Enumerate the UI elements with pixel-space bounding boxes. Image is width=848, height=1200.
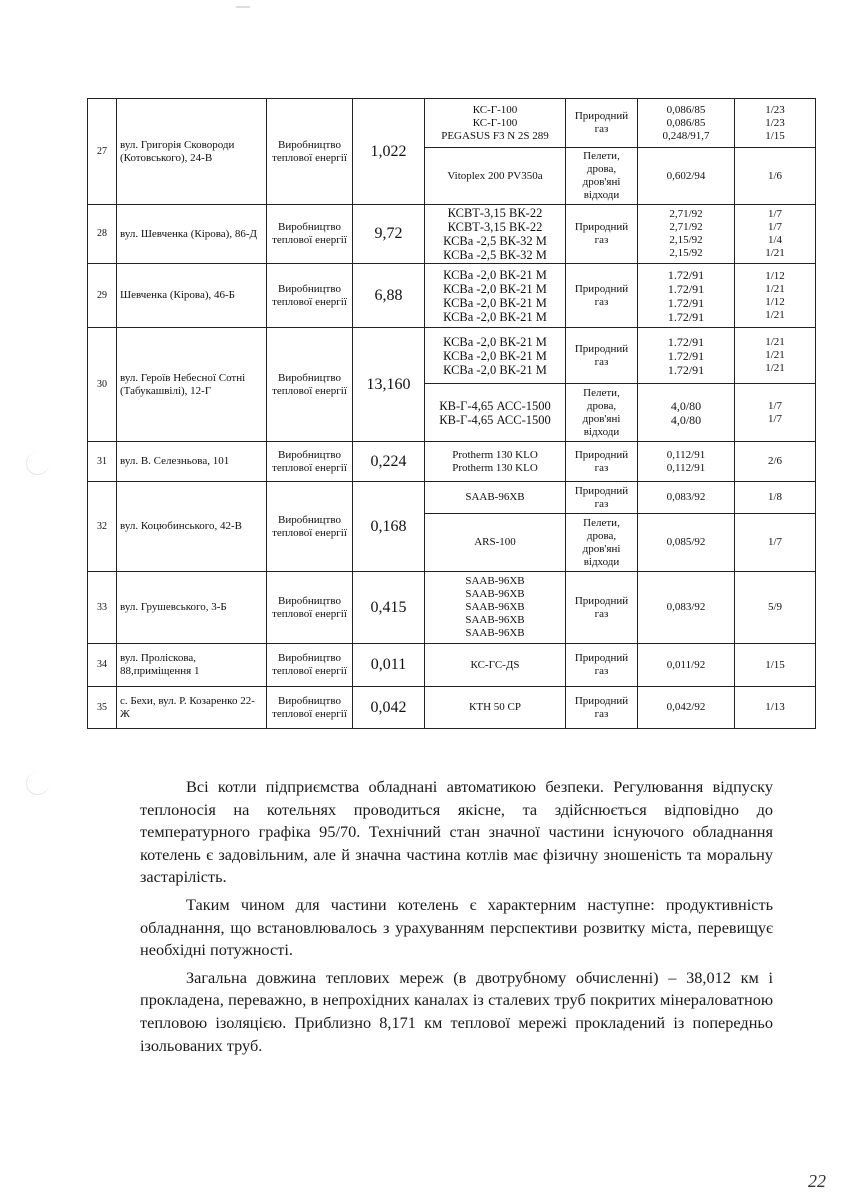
- table-row: [88, 572, 816, 644]
- boiler-count-year: 1/7: [735, 514, 816, 572]
- boiler-house-address: вул. Коцюбинського, 42-В: [117, 482, 267, 572]
- activity-type: Виробництво теплової енергії: [267, 442, 353, 482]
- paragraph-safety-automation: Всі котли підприємства обладнані автоматикою безпеки. Регулювання відпуску теплоносія на котельнях проводиться якісне, та здійснюється відповідно до температурного графіка 95/70. Технічний стан значної частини існуючого обладнання котелень є задовільним, але й значна частина котлів має фізичну зношеність та моральну застарілість.: [140, 777, 773, 887]
- boiler-house-address: вул. Григорія Сковороди (Котовського), 24-В: [117, 99, 267, 205]
- boiler-count-year: 1/6: [735, 148, 816, 205]
- row-number: 33: [88, 572, 117, 644]
- row-number: 32: [88, 482, 117, 572]
- boiler-models: КСВТ-3,15 ВК-22 КСВТ-3,15 ВК-22 КСВа -2,5 ВК-32 М КСВа -2,5 ВК-32 М: [425, 205, 566, 264]
- table-row: [88, 264, 816, 328]
- row-number: 29: [88, 264, 117, 328]
- boiler-count-year: 1/13: [735, 687, 816, 729]
- row-number: 27: [88, 99, 117, 205]
- table-row: [88, 482, 816, 514]
- table-row: [88, 328, 816, 384]
- boiler-efficiency: 0,086/85 0,086/85 0,248/91,7: [638, 99, 735, 148]
- activity-type: Виробництво теплової енергії: [267, 572, 353, 644]
- installed-power: 1,022: [353, 99, 425, 205]
- boiler-models: Vitoplex 200 PV350a: [425, 148, 566, 205]
- boiler-efficiency: 0,602/94: [638, 148, 735, 205]
- paragraph-capacity: Таким чином для частини котелень є характерним наступне: продуктивність обладнання, що встановлювалось з урахуванням перспективи розвитку міста, перевищує необхідні потужності.: [140, 894, 773, 960]
- fuel-type: Природний газ: [566, 264, 638, 328]
- boiler-efficiency: 0,112/91 0,112/91: [638, 442, 735, 482]
- boiler-count-year: 1/8: [735, 482, 816, 514]
- row-number: 31: [88, 442, 117, 482]
- boiler-models: КСВа -2,0 ВК-21 М КСВа -2,0 ВК-21 М КСВа -2,0 ВК-21 М: [425, 328, 566, 384]
- boiler-efficiency: 0,011/92: [638, 644, 735, 687]
- boiler-models: Protherm 130 KLO Protherm 130 KLO: [425, 442, 566, 482]
- page-number: 22: [808, 1171, 826, 1191]
- boiler-count-year: 1/21 1/21 1/21: [735, 328, 816, 384]
- boiler-house-address: вул. В. Селезньова, 101: [117, 442, 267, 482]
- fuel-type: Природний газ: [566, 687, 638, 729]
- row-number: 28: [88, 205, 117, 264]
- fuel-type: Природний газ: [566, 328, 638, 384]
- boiler-efficiency: 2,71/92 2,71/92 2,15/92 2,15/92: [638, 205, 735, 264]
- row-number: 30: [88, 328, 117, 442]
- boiler-house-address: с. Бехи, вул. Р. Козаренко 22-Ж: [117, 687, 267, 729]
- fuel-type: Природний газ: [566, 644, 638, 687]
- boiler-house-address: вул. Пролiскова, 88,приміщення 1: [117, 644, 267, 687]
- installed-power: 0,168: [353, 482, 425, 572]
- activity-type: Виробництво теплової енергії: [267, 99, 353, 205]
- table-row: [88, 99, 816, 148]
- boiler-models: КВ-Г-4,65 АСС-1500 КВ-Г-4,65 АСС-1500: [425, 384, 566, 442]
- installed-power: 6,88: [353, 264, 425, 328]
- boiler-models: КС-ГС-ДS: [425, 644, 566, 687]
- installed-power: 0,415: [353, 572, 425, 644]
- boiler-equipment-table: [87, 98, 816, 729]
- boiler-house-address: вул. Героїв Небесної Сотні (Табукашвілі), 12-Г: [117, 328, 267, 442]
- boiler-models: КТН 50 СР: [425, 687, 566, 729]
- activity-type: Виробництво теплової енергії: [267, 482, 353, 572]
- table-row: [88, 205, 816, 264]
- fuel-type: Пелети, дрова, дров'яні відходи: [566, 514, 638, 572]
- table-row: [88, 644, 816, 687]
- boiler-efficiency: 0,083/92: [638, 572, 735, 644]
- boiler-models: SAAB-96XB SAAB-96XB SAAB-96XB SAAB-96XB SAAB-96XB: [425, 572, 566, 644]
- table-row: [88, 442, 816, 482]
- activity-type: Виробництво теплової енергії: [267, 687, 353, 729]
- activity-type: Виробництво теплової енергії: [267, 644, 353, 687]
- installed-power: 0,224: [353, 442, 425, 482]
- row-number: 35: [88, 687, 117, 729]
- boiler-models: SAAB-96XB: [425, 482, 566, 514]
- boiler-efficiency: 0,085/92: [638, 514, 735, 572]
- installed-power: 0,042: [353, 687, 425, 729]
- boiler-count-year: 5/9: [735, 572, 816, 644]
- scan-mark: [236, 6, 250, 8]
- boiler-count-year: 1/7 1/7: [735, 384, 816, 442]
- punch-hole-mark: [26, 772, 49, 795]
- installed-power: 13,160: [353, 328, 425, 442]
- boiler-equipment-table-wrap: [87, 98, 815, 729]
- activity-type: Виробництво теплової енергії: [267, 205, 353, 264]
- fuel-type: Природний газ: [566, 99, 638, 148]
- boiler-models: КСВа -2,0 ВК-21 М КСВа -2,0 ВК-21 М КСВа -2,0 ВК-21 М КСВа -2,0 ВК-21 М: [425, 264, 566, 328]
- boiler-count-year: 1/12 1/21 1/12 1/21: [735, 264, 816, 328]
- boiler-count-year: 1/23 1/23 1/15: [735, 99, 816, 148]
- fuel-type: Пелети, дрова, дров'яні відходи: [566, 148, 638, 205]
- fuel-type: Природний газ: [566, 205, 638, 264]
- boiler-models: ARS-100: [425, 514, 566, 572]
- activity-type: Виробництво теплової енергії: [267, 264, 353, 328]
- boiler-house-address: вул. Шевченка (Кірова), 86-Д: [117, 205, 267, 264]
- installed-power: 9,72: [353, 205, 425, 264]
- body-text: [140, 776, 773, 1062]
- boiler-efficiency: 0,042/92: [638, 687, 735, 729]
- row-number: 34: [88, 644, 117, 687]
- fuel-type: Природний газ: [566, 572, 638, 644]
- fuel-type: Природний газ: [566, 442, 638, 482]
- boiler-efficiency: 0,083/92: [638, 482, 735, 514]
- paragraph-heat-network: Загальна довжина теплових мереж (в двотрубному обчисленні) – 38,012 км і прокладена, переважно, в непрохідних каналах із сталевих труб покритих мінераловатною тепловою ізоляцією. Приблизно 8,171 км теплової мережі прокладений із попередньо ізольованих труб.: [140, 967, 773, 1055]
- boiler-efficiency: 4,0/80 4,0/80: [638, 384, 735, 442]
- boiler-house-address: Шевченка (Кірова), 46-Б: [117, 264, 267, 328]
- boiler-count-year: 1/7 1/7 1/4 1/21: [735, 205, 816, 264]
- fuel-type: Пелети, дрова, дров'яні відходи: [566, 384, 638, 442]
- boiler-efficiency: 1.72/91 1.72/91 1.72/91 1.72/91: [638, 264, 735, 328]
- table-row: [88, 687, 816, 729]
- punch-hole-mark: [26, 452, 49, 475]
- boiler-count-year: 2/6: [735, 442, 816, 482]
- boiler-house-address: вул. Грушевського, 3-Б: [117, 572, 267, 644]
- boiler-efficiency: 1.72/91 1.72/91 1.72/91: [638, 328, 735, 384]
- boiler-count-year: 1/15: [735, 644, 816, 687]
- boiler-models: КС-Г-100 КС-Г-100 PEGASUS F3 N 2S 289: [425, 99, 566, 148]
- installed-power: 0,011: [353, 644, 425, 687]
- activity-type: Виробництво теплової енергії: [267, 328, 353, 442]
- fuel-type: Природний газ: [566, 482, 638, 514]
